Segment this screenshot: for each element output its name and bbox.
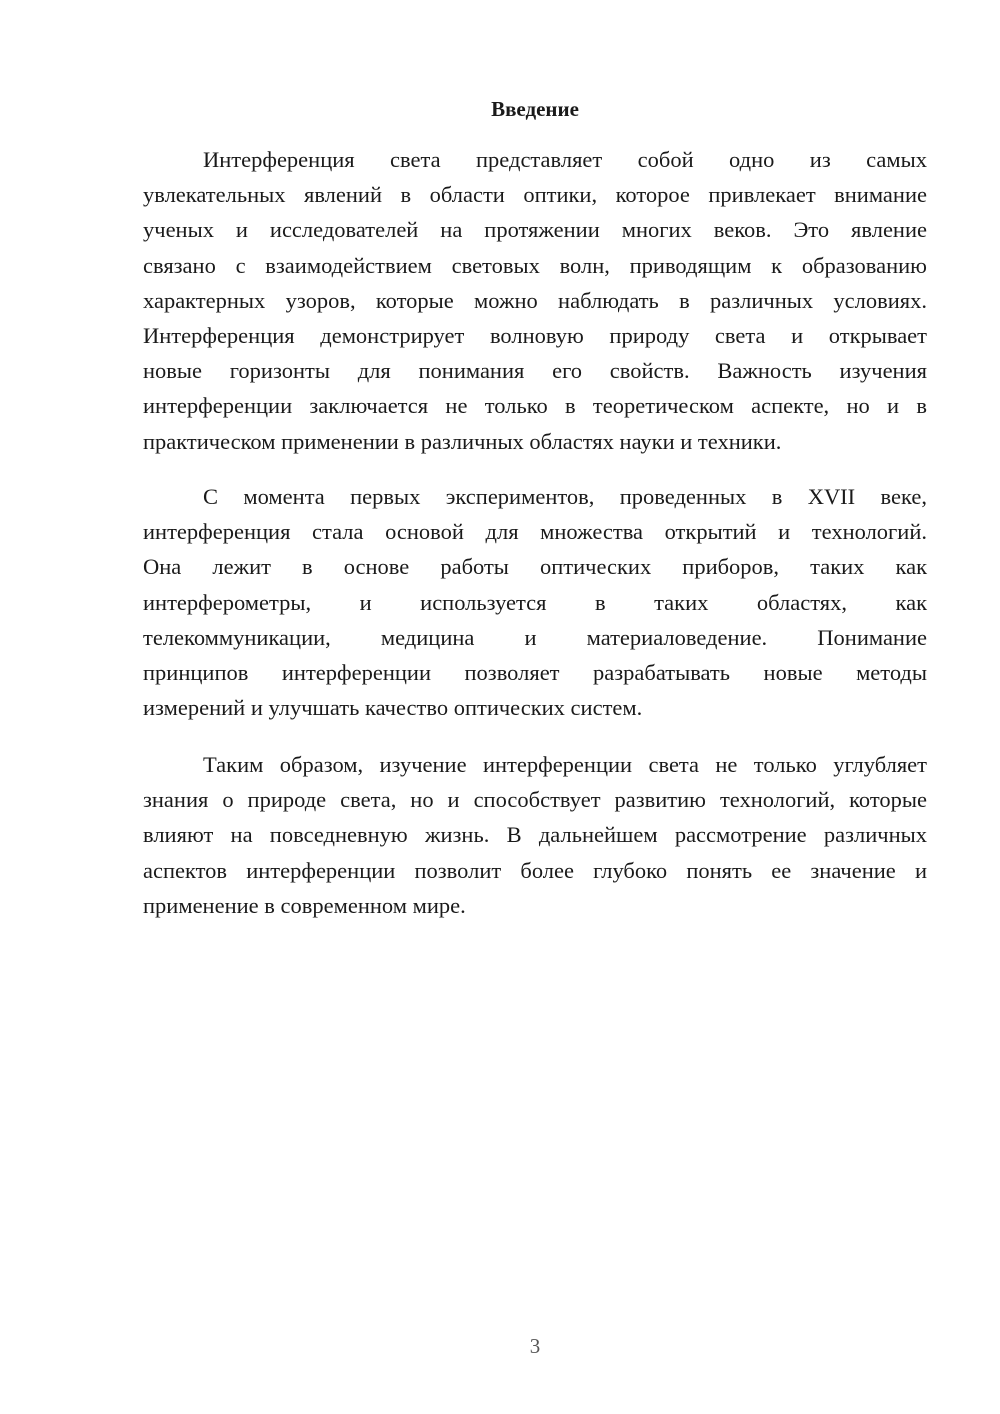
text-line: Интерференция демонстрирует волновую природу света и открывает (143, 322, 927, 348)
text-line: С момента первых экспериментов, проведенных в XVII веке, (203, 484, 927, 509)
text-line: Интерференция света представляет собой одно из самых (203, 147, 927, 172)
text-line: влияют на повседневную жизнь. В дальнейшем рассмотрение различных (143, 822, 927, 848)
text-line: Таким образом, изучение интерференции света не только углубляет (203, 752, 927, 777)
text-line: Она лежит в основе работы оптических приборов, таких как (143, 554, 927, 580)
text-line: характерных узоров, которые можно наблюдать в различных условиях. (143, 287, 927, 313)
paragraph (143, 747, 927, 923)
paragraph (143, 142, 927, 459)
text-line: измерений и улучшать качество оптических систем. (143, 695, 643, 721)
text-line: практическом применении в различных областях науки и техники. (143, 428, 782, 454)
text-line: знания о природе света, но и способствует развитию технологий, которые (143, 787, 927, 813)
text-line: принципов интерференции позволяет разрабатывать новые методы (143, 659, 927, 685)
text-line: связано с взаимодействием световых волн, приводящим к образованию (143, 252, 927, 278)
text-line: аспектов интерференции позволит более глубоко понять ее значение и (143, 857, 927, 883)
text-line: применение в современном мире. (143, 892, 466, 918)
text-line: телекоммуникации, медицина и материаловедение. Понимание (143, 624, 927, 650)
text-line: интерференция стала основой для множества открытий и технологий. (143, 519, 927, 545)
section-title: Введение (491, 97, 579, 121)
text-line: новые горизонты для понимания его свойств. Важность изучения (143, 358, 927, 384)
text-line: увлекательных явлений в области оптики, которое привлекает внимание (143, 182, 927, 208)
text-line: интерферометры, и используется в таких областях, как (143, 589, 927, 615)
text-line: ученых и исследователей на протяжении многих веков. Это явление (143, 217, 927, 243)
paragraph (143, 479, 927, 725)
text-line: интерференции заключается не только в теоретическом аспекте, но и в (143, 393, 927, 419)
page-number: 3 (529, 1334, 541, 1358)
